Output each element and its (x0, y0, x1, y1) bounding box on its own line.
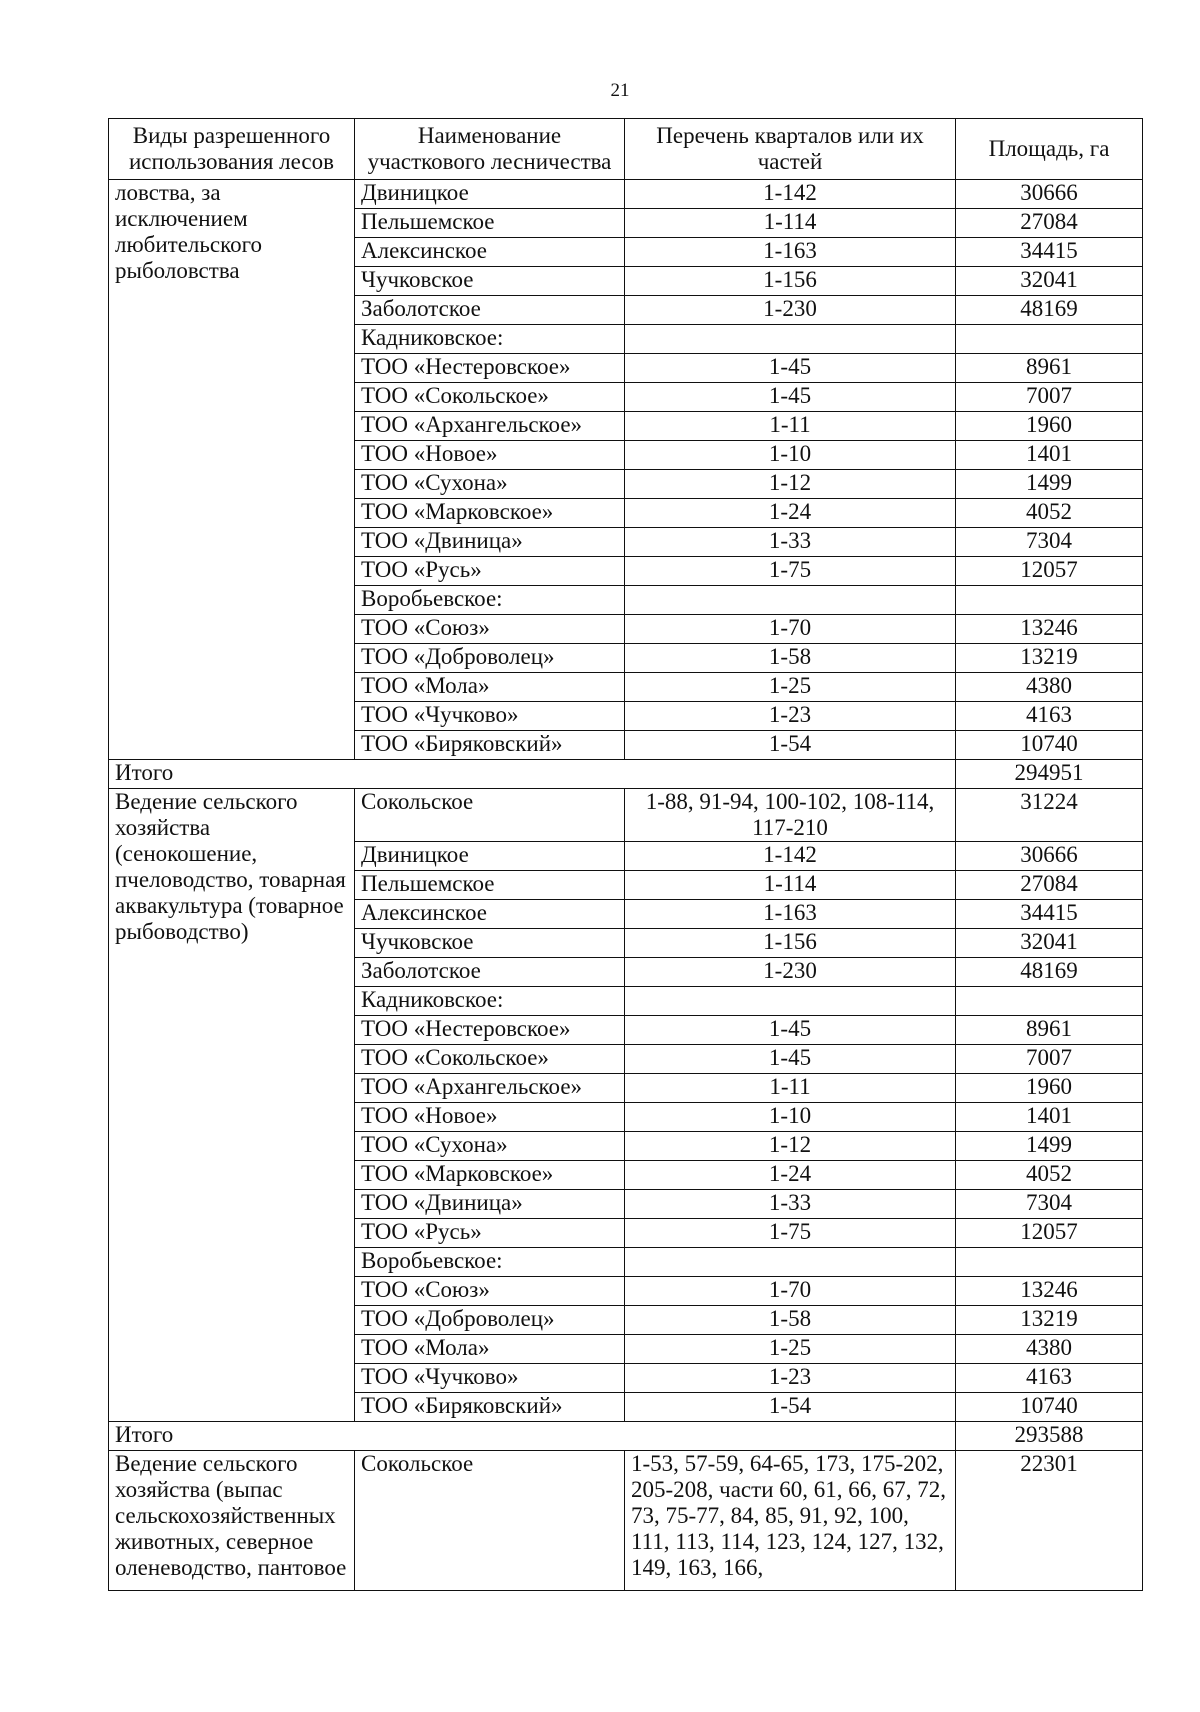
table-row (109, 1451, 1143, 1591)
area-cell: 4380 (956, 673, 1143, 702)
quarters-cell (625, 1248, 956, 1277)
use-type-cell: Ведение сельского хозяйства (выпас сельскохозяйственных животных, северное оленеводство, пантовое (109, 1451, 355, 1591)
area-cell: 8961 (956, 1016, 1143, 1045)
area-cell: 4052 (956, 499, 1143, 528)
area-cell: 1401 (956, 1103, 1143, 1132)
quarters-cell: 1-53, 57-59, 64-65, 173, 175-202, 205-208, части 60, 61, 66, 67, 72, 73, 75-77, 84, 85, 91, 92, 100, 111, 113, 114, 123, 124, 127, 132, 149, 163, 166, (625, 1451, 956, 1591)
total-row (109, 760, 1143, 789)
area-cell: 4380 (956, 1335, 1143, 1364)
forestry-name-cell: ТОО «Чучково» (355, 1364, 625, 1393)
forestry-name-cell: Воробьевское: (355, 1248, 625, 1277)
forestry-name-cell: ТОО «Чучково» (355, 702, 625, 731)
quarters-cell: 1-24 (625, 499, 956, 528)
area-cell (956, 1248, 1143, 1277)
forestry-name-cell: ТОО «Нестеровское» (355, 1016, 625, 1045)
forestry-name-cell: Пельшемское (355, 871, 625, 900)
area-cell: 27084 (956, 871, 1143, 900)
quarters-cell: 1-142 (625, 180, 956, 209)
area-cell: 7304 (956, 528, 1143, 557)
forestry-name-cell: ТОО «Двиница» (355, 1190, 625, 1219)
header-area: Площадь, га (956, 119, 1143, 180)
area-cell: 4052 (956, 1161, 1143, 1190)
table-body (109, 180, 1143, 1591)
table-row (109, 789, 1143, 842)
area-cell: 31224 (956, 789, 1143, 842)
quarters-cell: 1-23 (625, 1364, 956, 1393)
use-type-cell: Ведение сельского хозяйства (сенокошение, пчеловодство, товарная аквакультура (товарное рыбоводство) (109, 789, 355, 1422)
forestry-name-cell: ТОО «Мола» (355, 1335, 625, 1364)
quarters-cell: 1-10 (625, 1103, 956, 1132)
quarters-cell: 1-11 (625, 412, 956, 441)
quarters-cell: 1-114 (625, 871, 956, 900)
forestry-name-cell: Чучковское (355, 929, 625, 958)
quarters-cell: 1-45 (625, 383, 956, 412)
quarters-cell: 1-11 (625, 1074, 956, 1103)
forestry-name-cell: ТОО «Новое» (355, 441, 625, 470)
area-cell: 12057 (956, 1219, 1143, 1248)
forestry-name-cell: ТОО «Марковское» (355, 499, 625, 528)
forestry-name-cell: Алексинское (355, 238, 625, 267)
forestry-name-cell: Заболотское (355, 958, 625, 987)
quarters-cell: 1-230 (625, 296, 956, 325)
area-cell: 7304 (956, 1190, 1143, 1219)
total-label: Итого (109, 760, 956, 789)
forestry-name-cell: ТОО «Русь» (355, 557, 625, 586)
quarters-cell: 1-70 (625, 615, 956, 644)
quarters-cell: 1-156 (625, 929, 956, 958)
total-area: 293588 (956, 1422, 1143, 1451)
forestry-name-cell: ТОО «Двиница» (355, 528, 625, 557)
forestry-name-cell: ТОО «Марковское» (355, 1161, 625, 1190)
area-cell: 1401 (956, 441, 1143, 470)
quarters-cell (625, 987, 956, 1016)
area-cell: 30666 (956, 180, 1143, 209)
area-cell: 34415 (956, 238, 1143, 267)
quarters-cell: 1-230 (625, 958, 956, 987)
area-cell: 1499 (956, 1132, 1143, 1161)
area-cell (956, 325, 1143, 354)
area-cell: 27084 (956, 209, 1143, 238)
quarters-cell: 1-25 (625, 673, 956, 702)
forestry-name-cell: ТОО «Биряковский» (355, 731, 625, 760)
forestry-name-cell: Сокольское (355, 1451, 625, 1591)
header-quarters-list: Перечень кварталов или их частей (625, 119, 956, 180)
forestry-name-cell: Воробьевское: (355, 586, 625, 615)
forestry-name-cell: ТОО «Доброволец» (355, 1306, 625, 1335)
area-cell (956, 586, 1143, 615)
forestry-name-cell: ТОО «Союз» (355, 615, 625, 644)
forestry-name-cell: ТОО «Мола» (355, 673, 625, 702)
quarters-cell: 1-58 (625, 644, 956, 673)
area-cell: 10740 (956, 731, 1143, 760)
forestry-name-cell: ТОО «Сухона» (355, 470, 625, 499)
area-cell: 32041 (956, 267, 1143, 296)
forestry-name-cell: Двиницкое (355, 180, 625, 209)
quarters-cell: 1-33 (625, 1190, 956, 1219)
quarters-cell: 1-142 (625, 842, 956, 871)
quarters-cell: 1-163 (625, 238, 956, 267)
forestry-name-cell: ТОО «Архангельское» (355, 1074, 625, 1103)
quarters-cell: 1-33 (625, 528, 956, 557)
forestry-name-cell: Двиницкое (355, 842, 625, 871)
area-cell (956, 987, 1143, 1016)
area-cell: 1960 (956, 412, 1143, 441)
area-cell: 13246 (956, 1277, 1143, 1306)
area-cell: 13219 (956, 644, 1143, 673)
quarters-cell (625, 325, 956, 354)
forestry-name-cell: ТОО «Сухона» (355, 1132, 625, 1161)
forestry-name-cell: ТОО «Архангельское» (355, 412, 625, 441)
quarters-cell: 1-10 (625, 441, 956, 470)
quarters-cell: 1-54 (625, 1393, 956, 1422)
area-cell: 4163 (956, 702, 1143, 731)
area-cell: 48169 (956, 296, 1143, 325)
quarters-cell: 1-12 (625, 470, 956, 499)
forestry-name-cell: ТОО «Новое» (355, 1103, 625, 1132)
area-cell: 1499 (956, 470, 1143, 499)
forestry-name-cell: Кадниковское: (355, 987, 625, 1016)
forestry-name-cell: ТОО «Биряковский» (355, 1393, 625, 1422)
forestry-name-cell: ТОО «Русь» (355, 1219, 625, 1248)
quarters-cell: 1-75 (625, 1219, 956, 1248)
forestry-name-cell: Алексинское (355, 900, 625, 929)
quarters-cell: 1-156 (625, 267, 956, 296)
forestry-name-cell: Сокольское (355, 789, 625, 842)
area-cell: 30666 (956, 842, 1143, 871)
area-cell: 13219 (956, 1306, 1143, 1335)
forestry-name-cell: ТОО «Сокольское» (355, 1045, 625, 1074)
quarters-cell: 1-45 (625, 1045, 956, 1074)
area-cell: 7007 (956, 383, 1143, 412)
quarters-cell: 1-88, 91-94, 100-102, 108-114, 117-210 (625, 789, 956, 842)
forestry-name-cell: Пельшемское (355, 209, 625, 238)
quarters-cell: 1-25 (625, 1335, 956, 1364)
forestry-name-cell: ТОО «Доброволец» (355, 644, 625, 673)
quarters-cell: 1-12 (625, 1132, 956, 1161)
quarters-cell: 1-45 (625, 1016, 956, 1045)
quarters-cell: 1-23 (625, 702, 956, 731)
table-row (109, 180, 1143, 209)
area-cell: 22301 (956, 1451, 1143, 1591)
quarters-cell: 1-70 (625, 1277, 956, 1306)
area-cell: 12057 (956, 557, 1143, 586)
header-forestry-name: Наименование участкового лесничества (355, 119, 625, 180)
forestry-name-cell: ТОО «Сокольское» (355, 383, 625, 412)
area-cell: 13246 (956, 615, 1143, 644)
forestry-name-cell: ТОО «Нестеровское» (355, 354, 625, 383)
quarters-cell: 1-75 (625, 557, 956, 586)
total-area: 294951 (956, 760, 1143, 789)
quarters-cell (625, 586, 956, 615)
quarters-cell: 1-58 (625, 1306, 956, 1335)
table-header-row (109, 119, 1143, 180)
area-cell: 1960 (956, 1074, 1143, 1103)
area-cell: 8961 (956, 354, 1143, 383)
total-label: Итого (109, 1422, 956, 1451)
page-number: 21 (610, 80, 630, 101)
area-cell: 48169 (956, 958, 1143, 987)
forestry-name-cell: Кадниковское: (355, 325, 625, 354)
area-cell: 34415 (956, 900, 1143, 929)
header-use-type: Виды разрешенного использования лесов (109, 119, 355, 180)
forest-use-table (108, 118, 1143, 1591)
quarters-cell: 1-24 (625, 1161, 956, 1190)
quarters-cell: 1-54 (625, 731, 956, 760)
quarters-cell: 1-163 (625, 900, 956, 929)
forestry-name-cell: ТОО «Союз» (355, 1277, 625, 1306)
area-cell: 7007 (956, 1045, 1143, 1074)
total-row (109, 1422, 1143, 1451)
forestry-name-cell: Чучковское (355, 267, 625, 296)
forestry-name-cell: Заболотское (355, 296, 625, 325)
quarters-cell: 1-114 (625, 209, 956, 238)
quarters-cell: 1-45 (625, 354, 956, 383)
area-cell: 10740 (956, 1393, 1143, 1422)
use-type-cell: ловства, за исключением любительского рыболовства (109, 180, 355, 760)
area-cell: 4163 (956, 1364, 1143, 1393)
area-cell: 32041 (956, 929, 1143, 958)
